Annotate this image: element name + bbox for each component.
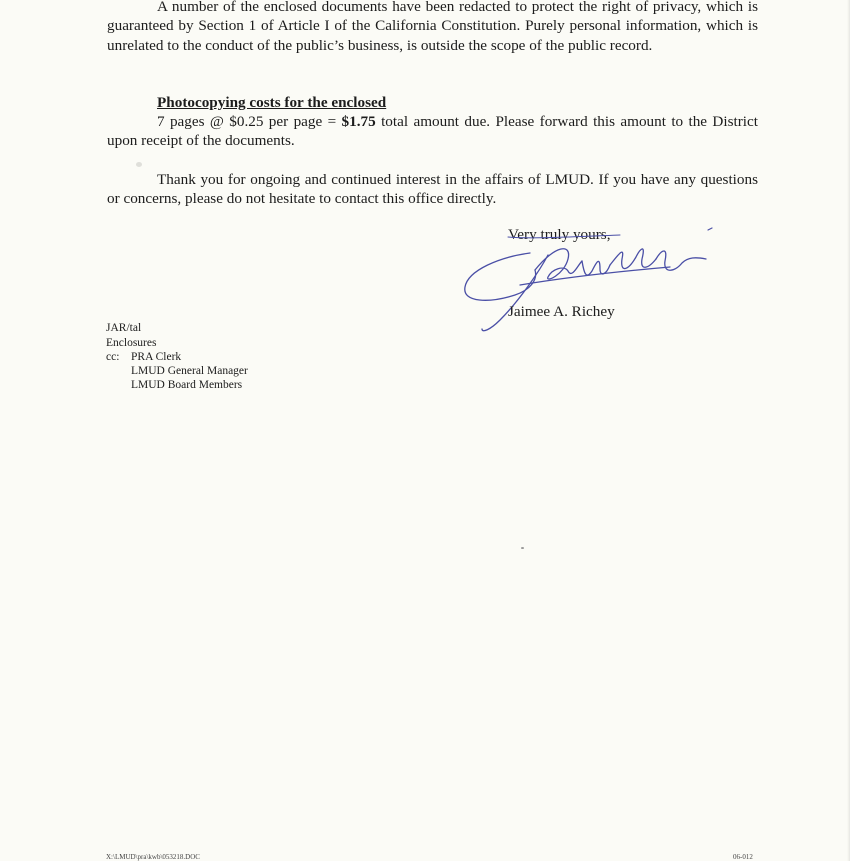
enclosures-notation: Enclosures	[106, 337, 157, 349]
privacy-paragraph: A number of the enclosed documents have been redacted to protect the right of privacy, which is guaranteed by Section 1 of Article I of the California Constitution. Purely personal information, which is unrelated to the conduct of the public’s business, is outside the scope of the public record.	[107, 0, 758, 54]
costs-amount: $1.75	[341, 113, 376, 130]
costs-paragraph	[107, 112, 758, 151]
cc-item-pra-clerk: PRA Clerk	[131, 351, 182, 363]
closing-line: Very truly yours,	[508, 226, 611, 243]
initials-notation: JAR/tal	[106, 322, 142, 334]
cc-item-board-members: LMUD Board Members	[131, 379, 243, 391]
costs-line-suffix: total amount due. Please forward this amount to the District upon receipt of the documents.	[107, 113, 758, 150]
costs-heading: Photocopying costs for the enclosed	[157, 94, 387, 111]
footer-code: 06-012	[733, 853, 753, 861]
costs-line-prefix: 7 pages @ $0.25 per page =	[157, 113, 342, 130]
signer-name: Jaimee A. Richey	[508, 303, 615, 320]
cc-label: cc:	[106, 351, 120, 363]
scan-speck	[136, 162, 142, 167]
cc-item-general-manager: LMUD General Manager	[131, 365, 248, 377]
thanks-paragraph: Thank you for ongoing and continued interest in the affairs of LMUD. If you have any questions or concerns, please do not hesitate to contact this office directly.	[107, 171, 758, 208]
scan-speck	[521, 547, 524, 549]
footer-file-path: X:\LMUD\pra\kwb\053218.DOC	[106, 853, 200, 861]
